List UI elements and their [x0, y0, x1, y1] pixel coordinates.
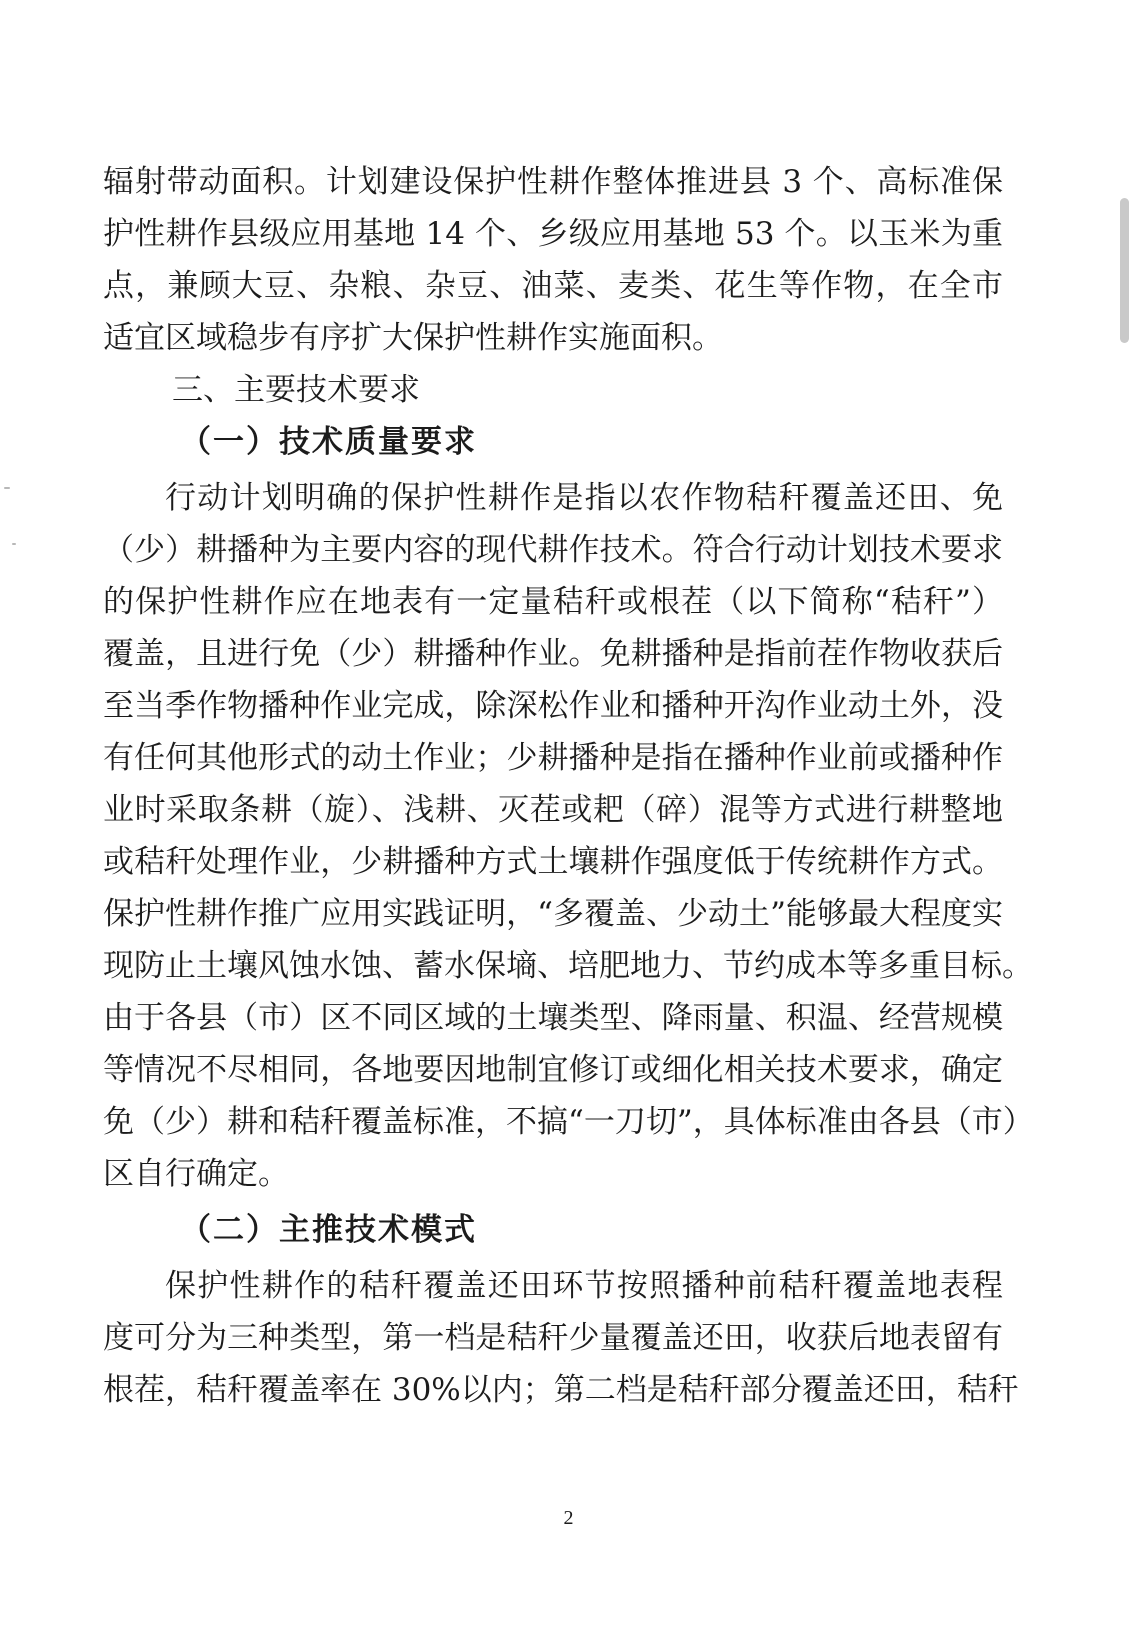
paragraph-line: 等情况不尽相同，各地要因地制宜修订或细化相关技术要求，确定 [103, 1052, 1003, 1088]
paragraph-line: 由于各县（市）区不同区域的土壤类型、降雨量、积温、经营规模 [103, 1000, 1003, 1036]
scan-speck [4, 487, 10, 489]
paragraph-line: 至当季作物播种作业完成，除深松作业和播种开沟作业动土外，没 [103, 688, 1003, 724]
paragraph-line: 辐射带动面积。计划建设保护性耕作整体推进县 3 个、高标准保 [103, 164, 1003, 200]
paragraph-line: 现防止土壤风蚀水蚀、蓄水保墒、培肥地力、节约成本等多重目标。 [103, 948, 1033, 984]
paragraph-line: 业时采取条耕（旋）、浅耕、灭茬或耙（碎）混等方式进行耕整地 [103, 792, 1003, 828]
paragraph-line: 覆盖，且进行免（少）耕播种作业。免耕播种是指前茬作物收获后 [103, 636, 1003, 672]
paragraph-line: 度可分为三种类型，第一档是秸秆少量覆盖还田，收获后地表留有 [103, 1320, 1003, 1356]
subsection-heading: （一）技术质量要求 [180, 424, 477, 460]
subsection-heading: （二）主推技术模式 [180, 1212, 477, 1248]
paragraph-line: 有任何其他形式的动土作业；少耕播种是指在播种作业前或播种作 [103, 740, 1003, 776]
paragraph-line: 免（少）耕和秸秆覆盖标准，不搞“一刀切”，具体标准由各县（市） [103, 1104, 1034, 1140]
paragraph-line: 适宜区域稳步有序扩大保护性耕作实施面积。 [103, 320, 723, 356]
paragraph-line: 点，兼顾大豆、杂粮、杂豆、油菜、麦类、花生等作物，在全市 [103, 268, 1003, 304]
paragraph-line: 根茬，秸秆覆盖率在 30%以内；第二档是秸秆部分覆盖还田，秸秆 [103, 1372, 1019, 1408]
paragraph-line: 行动计划明确的保护性耕作是指以农作物秸秆覆盖还田、免 [165, 480, 1003, 516]
vertical-scrollbar[interactable] [1120, 198, 1129, 343]
section-heading: 三、主要技术要求 [172, 372, 420, 408]
paragraph-line: 保护性耕作推广应用实践证明，“多覆盖、少动土”能够最大程度实 [103, 896, 1003, 932]
page-number: 2 [563, 1507, 574, 1529]
scan-speck [12, 543, 16, 545]
paragraph-line: 护性耕作县级应用基地 14 个、乡级应用基地 53 个。以玉米为重 [103, 216, 1003, 252]
paragraph-line: 或秸秆处理作业，少耕播种方式土壤耕作强度低于传统耕作方式。 [103, 844, 1003, 880]
paragraph-line: （少）耕播种为主要内容的现代耕作技术。符合行动计划技术要求 [103, 532, 1003, 568]
paragraph-line: 的保护性耕作应在地表有一定量秸秆或根茬（以下简称“秸秆”） [103, 584, 1003, 620]
paragraph-line: 保护性耕作的秸秆覆盖还田环节按照播种前秸秆覆盖地表程 [165, 1268, 1003, 1304]
paragraph-line: 区自行确定。 [103, 1156, 289, 1192]
